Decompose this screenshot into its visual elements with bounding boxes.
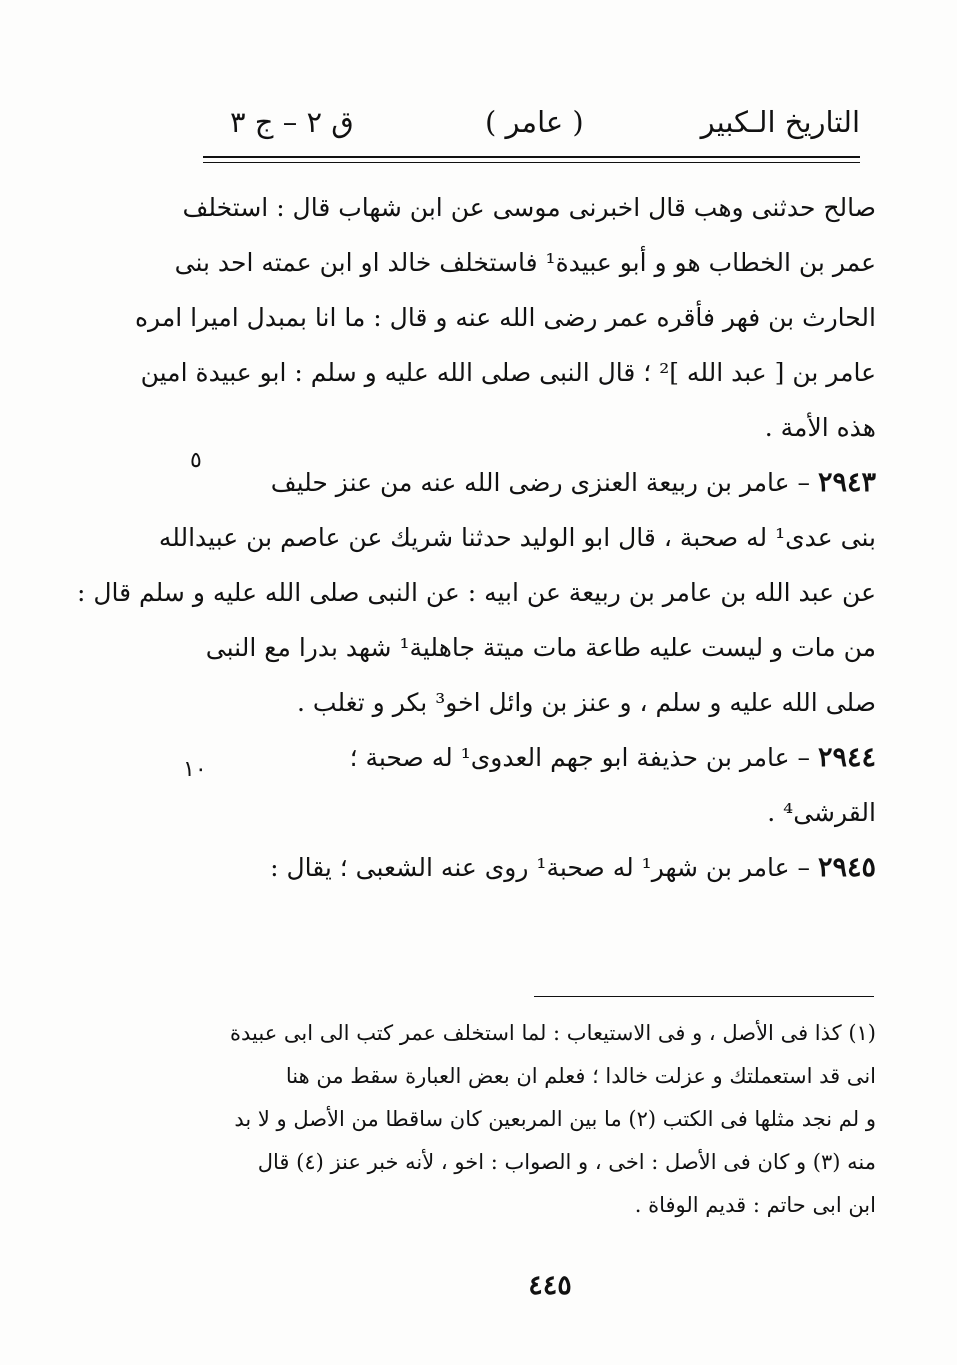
margin-line-number: ١٠ bbox=[183, 757, 207, 782]
text-line: عن عبد الله بن عامر بن ربيعة عن ابيه : عن النبى صلى الله عليه و سلم قال : bbox=[76, 578, 876, 607]
text-line: صلى الله عليه و سلم ، و عنز بن وائل اخو³ بكر و تغلب . bbox=[297, 688, 876, 717]
text-line: الحارث بن فهر فأقره عمر رضى الله عنه و قال : ما انا بمبدل اميرا امره bbox=[134, 303, 876, 332]
entry-number: ٢٩٤٤ bbox=[817, 742, 876, 773]
running-header bbox=[200, 100, 860, 150]
entry-2943-line-1: ٢٩٤٣ – عامر بن ربيعة العنزى رضى الله عنه من عنز حليف bbox=[270, 467, 876, 498]
footnote-rule bbox=[534, 996, 874, 997]
header-rule-thin bbox=[203, 162, 860, 163]
footnotes bbox=[210, 1012, 876, 1227]
text-line: من مات و ليست عليه طاعة مات ميتة جاهلية¹ شهد بدرا مع النبى bbox=[205, 633, 876, 662]
header-rule-thick bbox=[203, 156, 860, 158]
entry-2945-line-1: ٢٩٤٥ – عامر بن شهر¹ له صحبة¹ روى عنه الشعبى ؛ يقال : bbox=[270, 852, 876, 883]
text-line: عمر بن الخطاب هو و أبو عبيدة¹ فاستخلف خالد او ابن عمته احد بنى bbox=[174, 248, 876, 277]
footnote-line: ابن ابى حاتم : قديم الوفاة . bbox=[634, 1193, 876, 1217]
footnote-line: منه (٣) و كان فى الأصل : اخى ، و الصواب : اخو ، لأنه خبر عنز (٤) قال bbox=[257, 1150, 876, 1174]
footnote-line: انى قد استعملتك و عزلت خالدا ؛ فعلم ان بعض العبارة سقط من هنا bbox=[285, 1064, 876, 1088]
entry-number: ٢٩٤٥ bbox=[817, 852, 876, 883]
footnote-line: و لم نجد مثلها فى الكتب (٢) ما بين المربعين كان ساقطا من الأصل و لا بد bbox=[234, 1107, 876, 1131]
entry-number: ٢٩٤٣ bbox=[817, 467, 876, 498]
text-line: القرشى⁴ . bbox=[767, 798, 876, 827]
footnote-line: (١) كذا فى الأصل ، و فى الاستيعاب : لما استخلف عمر كتب الى ابى عبيدة bbox=[230, 1021, 876, 1045]
entry-heading: ( عامر ) bbox=[485, 105, 584, 139]
book-title: التاريخ الـكبير bbox=[700, 105, 860, 139]
margin-line-number: ٥ bbox=[190, 448, 202, 473]
entry-2944-line-1: ٢٩٤٤ – عامر بن حذيفة ابو جهم العدوى¹ له صحبة ؛ bbox=[349, 742, 876, 773]
text-line: صالح حدثنى وهب قال اخبرنى موسى عن ابن شهاب قال : استخلف bbox=[182, 193, 876, 222]
text-line: عامر بن [ عبد الله ]² ؛ قال النبى صلى الله عليه و سلم : ابو عبيدة امين bbox=[140, 358, 876, 387]
text-line: بنى عدى¹ له صحبة ، قال ابو الوليد حدثنا شريك عن عاصم بن عبيدالله bbox=[158, 523, 876, 552]
text-line: هذه الأمة . bbox=[764, 413, 876, 442]
volume-label: ق ٢ – ج ٣ bbox=[230, 105, 354, 139]
page-number: ٤٤٥ bbox=[528, 1270, 572, 1301]
